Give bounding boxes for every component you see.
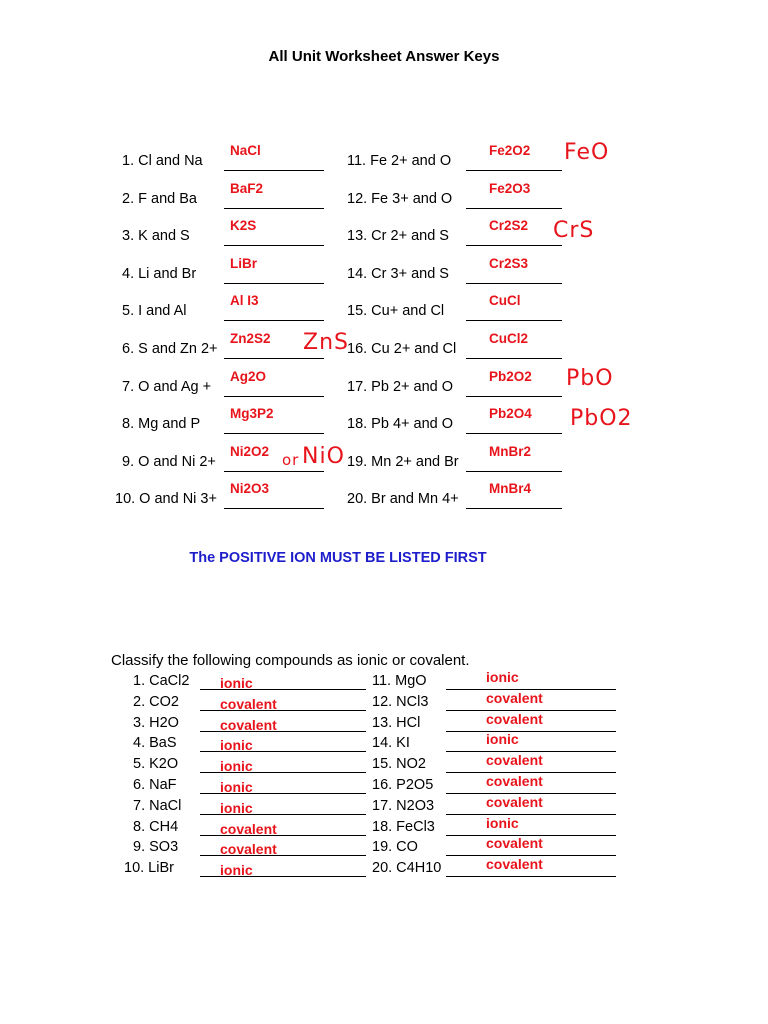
formula-answer-20: MnBr4 [489, 481, 532, 497]
formula-question-7: 7. O and Ag + [122, 378, 212, 395]
classify-question-14: 14. KI [372, 735, 410, 752]
formula-question-3: 3. K and S [122, 228, 190, 245]
classify-question-12: 12. NCl3 [372, 693, 429, 710]
classify-question-8: 8. CH4 [133, 818, 179, 835]
classify-answer-14: ionic [486, 731, 519, 748]
formula-answer-3: K2S [230, 218, 257, 234]
classify-answer-11: ionic [486, 669, 519, 685]
classify-question-20: 20. C4H10 [372, 860, 442, 877]
answer-line [446, 814, 616, 815]
classify-question-3: 3. H2O [133, 714, 179, 731]
formula-question-15: 15. Cu+ and Cl [347, 303, 445, 320]
formula-question-20: 20. Br and Mn 4+ [347, 491, 459, 508]
classify-question-4: 4. BaS [133, 735, 177, 752]
classify-question-2: 2. CO2 [133, 693, 179, 710]
formula-answer-2: BaF2 [230, 180, 264, 196]
answer-line [224, 320, 324, 321]
handwritten-cr-answer: CrS [553, 218, 595, 243]
classify-answer-20: covalent [486, 856, 543, 873]
answer-line [224, 433, 324, 434]
classify-answer-12: covalent [486, 689, 543, 706]
formula-question-12: 12. Fe 3+ and O [347, 190, 453, 207]
formula-question-5: 5. I and Al [122, 303, 187, 320]
answer-line [466, 396, 562, 397]
classify-question-1: 1. CaCl2 [133, 673, 190, 689]
formula-question-2: 2. F and Ba [122, 190, 197, 207]
formula-answer-4: LiBr [230, 255, 257, 271]
formula-answer-7: Ag2O [230, 368, 267, 384]
formula-answer-15: CuCl [489, 293, 521, 309]
answer-line [224, 396, 324, 397]
classify-instructions: Classify the following compounds as ionic or covalent. [111, 652, 470, 669]
answer-line [224, 358, 324, 359]
answer-line [466, 508, 562, 509]
formula-question-17: 17. Pb 2+ and O [347, 378, 454, 395]
answer-line [466, 471, 562, 472]
classify-answer-10: ionic [220, 862, 253, 879]
formula-question-14: 14. Cr 3+ and S [347, 265, 449, 282]
formula-question-8: 8. Mg and P [122, 416, 201, 433]
classify-answer-15: covalent [486, 752, 543, 769]
answer-line [466, 283, 562, 284]
formula-answer-17: Pb2O2 [489, 368, 532, 384]
classify-question-6: 6. NaF [133, 777, 177, 793]
classify-answer-1: ionic [220, 675, 253, 691]
rule-note: The POSITIVE ION MUST BE LISTED FIRST [189, 550, 487, 566]
formula-question-10: 10. O and Ni 3+ [115, 491, 217, 508]
classify-question-5: 5. K2O [133, 756, 179, 773]
classify-question-18: 18. FeCl3 [372, 818, 435, 835]
answer-line [466, 208, 562, 209]
answer-line [224, 471, 324, 472]
classify-question-15: 15. NO2 [372, 756, 426, 773]
classify-question-17: 17. N2O3 [372, 797, 435, 814]
formula-answer-12: Fe2O3 [489, 180, 531, 196]
classify-answer-3: covalent [220, 716, 277, 733]
classify-answer-16: covalent [486, 773, 543, 789]
answer-line [466, 320, 562, 321]
answer-line [224, 170, 324, 171]
handwritten-pb-answer-2: PbO2 [570, 406, 633, 431]
answer-line [466, 245, 562, 246]
formula-answer-13: Cr2S2 [489, 218, 529, 234]
answer-line [224, 508, 324, 509]
formula-answer-19: MnBr2 [489, 443, 532, 459]
handwritten-zn-answer: ZnS [303, 330, 349, 355]
classify-answer-19: covalent [486, 835, 543, 852]
classify-question-11: 11. MgO [372, 673, 427, 689]
handwritten-pb-answer-1: PbO [566, 366, 614, 391]
formula-answer-9: Ni2O2 [230, 443, 270, 459]
classify-answer-6: ionic [220, 779, 253, 795]
answer-line [446, 731, 616, 732]
handwritten-or: or [282, 451, 300, 469]
formula-answer-6: Zn2S2 [230, 331, 271, 346]
handwritten-fe-answer: FeO [564, 140, 610, 165]
answer-line [224, 245, 324, 246]
classify-question-19: 19. CO [372, 839, 418, 856]
classify-question-9: 9. SO3 [133, 839, 179, 856]
answer-line [466, 433, 562, 434]
classify-answer-8: covalent [220, 820, 277, 837]
formula-answer-11: Fe2O2 [489, 143, 531, 158]
classify-answer-5: ionic [220, 758, 253, 775]
classify-answer-13: covalent [486, 710, 543, 727]
formula-answer-8: Mg3P2 [230, 406, 274, 422]
answer-line [466, 358, 562, 359]
answer-line [466, 170, 562, 171]
handwritten-ni-answer: NiO [302, 444, 345, 469]
formula-answer-14: Cr2S3 [489, 255, 529, 271]
formula-question-19: 19. Mn 2+ and Br [347, 453, 459, 470]
formula-answer-18: Pb2O4 [489, 406, 532, 422]
formula-answer-5: Al I3 [230, 293, 259, 309]
classify-question-13: 13. HCl [372, 714, 421, 731]
classify-answer-18: ionic [486, 814, 519, 831]
answer-line [224, 283, 324, 284]
formula-answer-1: NaCl [230, 143, 261, 158]
formula-question-9: 9. O and Ni 2+ [122, 453, 216, 470]
formula-question-1: 1. Cl and Na [122, 153, 203, 169]
classify-answer-4: ionic [220, 737, 253, 754]
formula-answer-10: Ni2O3 [230, 481, 270, 497]
classify-question-16: 16. P2O5 [372, 777, 434, 793]
formula-answer-16: CuCl2 [489, 331, 529, 346]
formula-question-4: 4. Li and Br [122, 265, 197, 282]
classify-question-10: 10. LiBr [124, 860, 174, 877]
formula-question-6: 6. S and Zn 2+ [122, 341, 218, 357]
answer-line [446, 876, 616, 877]
formula-question-18: 18. Pb 4+ and O [347, 416, 454, 433]
classify-answer-2: covalent [220, 695, 277, 712]
answer-line [224, 208, 324, 209]
classify-answer-17: covalent [486, 793, 543, 810]
classify-answer-9: covalent [220, 841, 277, 858]
formula-question-16: 16. Cu 2+ and Cl [347, 341, 457, 357]
formula-question-13: 13. Cr 2+ and S [347, 228, 449, 245]
classify-question-7: 7. NaCl [133, 797, 182, 814]
classify-answer-7: ionic [220, 799, 253, 816]
formula-question-11: 11. Fe 2+ and O [347, 153, 452, 169]
page-title: All Unit Worksheet Answer Keys [268, 48, 500, 65]
